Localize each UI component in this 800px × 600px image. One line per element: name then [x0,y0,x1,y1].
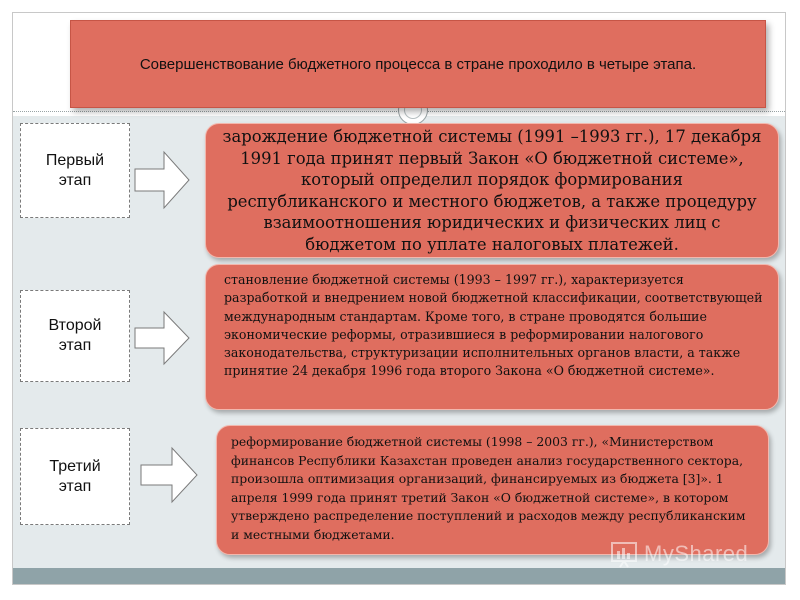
stage-3-label-line2: этап [58,477,92,495]
stage-1-label-line2: этап [58,171,92,189]
stage-2-label-line2: этап [58,337,92,354]
title-box [70,20,766,108]
stage-1-label [46,151,104,191]
stage-3-arrow-icon [140,446,200,504]
stage-3-label [49,457,100,497]
stage-2-arrow-icon [134,310,192,366]
stage-1-description: зарождение бюджетной системы (1991 –1993 гг.), 17 декабря 1991 года принят первый Закон «О бюджетной системе», который определил порядок формирования республиканского и местного бюджетов, а также процедуру взаимоотношения юридических и физических лиц с бюджетом по уплате налоговых платежей. [205,123,779,258]
stage-2-label [49,316,102,356]
stage-3-description: реформирование бюджетной системы (1998 – 2003 гг.), «Министерством финансов Республики Казахстан проведен анализ государственного сектора, произошла оптимизация организаций, финансируемых из бюджета [3]». 1 апреля 1999 года принят третий Закон «О бюджетной системе», в котором утверждено распределение поступлений и расходов между республиканским и местными бюджетами. [216,425,769,555]
stage-1-box [20,123,130,218]
stage-1-arrow-icon [134,150,192,210]
watermark [610,537,770,571]
slide-title: Совершенствование бюджетного процесса в стране проходило в четыре этапа. [139,55,697,73]
stage-3-label-line1: Третий [49,457,101,475]
stage-2-description: становление бюджетной системы (1993 – 1997 гг.), характеризуется разработкой и внедрением новой бюджетной классификации, соответствующей международным стандартам. Кроме того, в стране проводятся большие экономические реформы, отразившиеся в реформировании налогового законодательства, структуризации исполнительных органов власти, а также принятие 24 декабря 1996 года второго Закона «О бюджетной системе». [205,264,779,410]
stage-3-box [20,428,130,525]
chart-logo-icon [610,539,640,569]
stage-2-label-line1: Второй [48,317,102,334]
stage-2-box [20,290,130,382]
stage-1-label-line1: Первый [45,151,105,169]
watermark-text: MyShared [644,541,749,566]
